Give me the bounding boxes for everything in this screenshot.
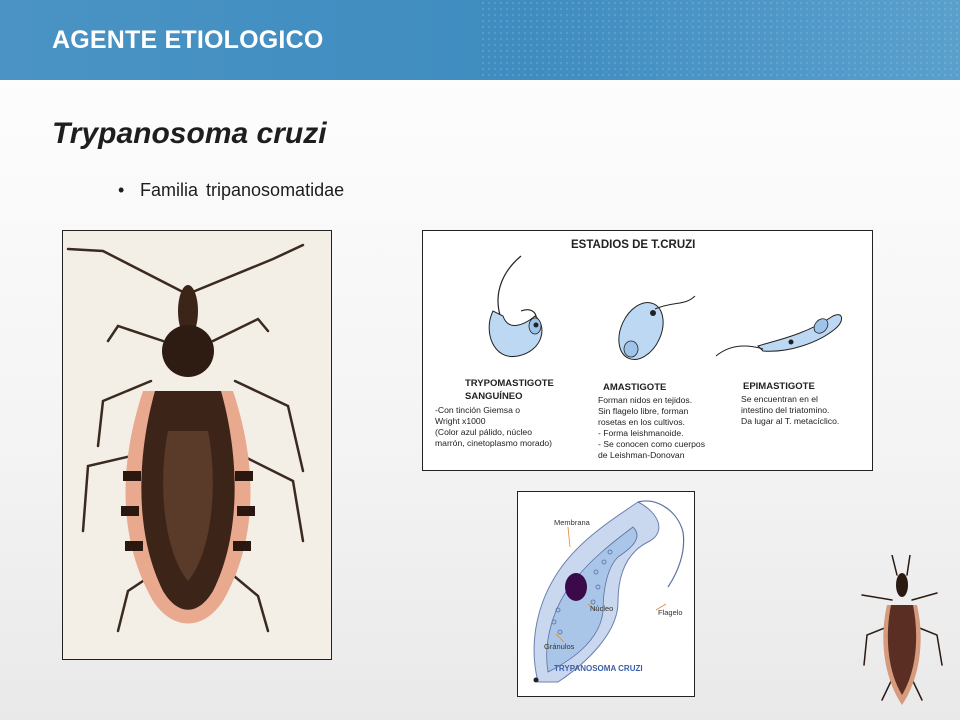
stage-subname-trypomastigote: SANGUÍNEO [465, 391, 523, 402]
insect-photo [62, 230, 332, 660]
stage-name-epimastigote: EPIMASTIGOTE [743, 381, 815, 392]
diagram-title: TRYPANOSOMA CRUZI [554, 664, 643, 673]
label-granulos: Gránulos [544, 642, 575, 651]
structure-diagram [517, 491, 695, 697]
corner-triatomine-icon [852, 555, 952, 715]
slide-title: Trypanosoma cruzi [52, 117, 327, 150]
stages-illustration [423, 231, 872, 381]
stages-title: ESTADIOS DE T.CRUZI [571, 239, 696, 251]
label-nucleo: Núcleo [590, 604, 614, 613]
stage-desc-trypomastigote: -Con tinción Giemsa o Wright x1000 (Color azul pálido, núcleo marrón, cinetoplasmo morado) [435, 405, 553, 448]
stages-panel [422, 230, 873, 471]
label-membrana: Membrana [554, 518, 590, 527]
amastigote-icon [610, 295, 695, 366]
stage-name-amastigote: AMASTIGOTE [603, 382, 667, 393]
header-bar [0, 0, 960, 80]
stage-desc-epimastigote: Se encuentran en el intestino del triatomino. Da lugar al T. metacíclico. [741, 394, 840, 426]
trypomastigote-icon [489, 256, 542, 357]
label-flagelo: Flagelo [658, 608, 683, 617]
header-title: AGENTE ETIOLOGICO [52, 26, 324, 54]
corner-bug [852, 555, 952, 715]
stage-name-trypomastigote: TRYPOMASTIGOTE [465, 378, 554, 389]
bullet-dot-icon: • [118, 180, 125, 200]
epimastigote-icon [716, 315, 842, 356]
bullet-item [118, 180, 344, 201]
header-pattern [480, 0, 960, 80]
bullet-word-2: tripanosomatidae [206, 180, 345, 200]
triatomine-bug-icon [63, 231, 331, 659]
stage-desc-amastigote: Forman nidos en tejidos. Sin flagelo libre, forman rosetas en los cultivos. - Forma leishmanoide. - Se conocen como cuerpos de Leishman-Donovan [598, 395, 706, 460]
bullet-word-1: Familia [140, 180, 199, 200]
